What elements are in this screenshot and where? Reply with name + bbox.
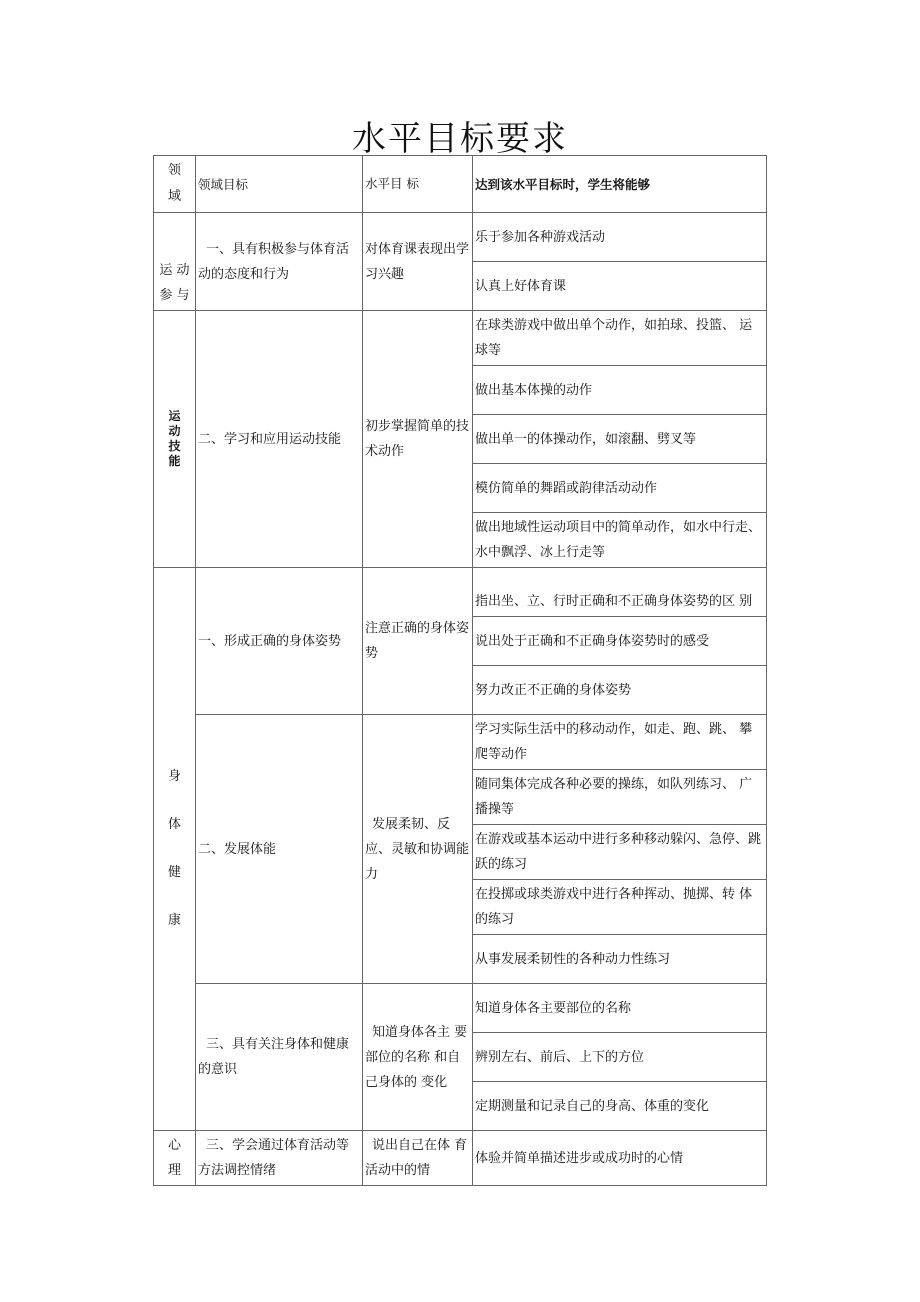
outcome-cell: 随同集体完成各种必要的操练，如队列练习、 广播操等 <box>473 770 767 825</box>
header-level: 水平目 标 <box>363 156 473 213</box>
outcome-cell: 模仿简单的舞蹈或韵律活动动作 <box>473 464 767 513</box>
level-cell: 知道身体各主 要部位的名称 和自己身体的 变化 <box>363 984 473 1131</box>
header-outcome: 达到该水平目标时，学生将能够 <box>473 156 767 213</box>
table-row <box>154 715 767 770</box>
header-goal: 领域目标 <box>196 156 363 213</box>
level-cell: 初步掌握简单的技术动作 <box>363 311 473 568</box>
outcome-cell: 在投掷或球类游戏中进行各种挥动、抛掷、转 体的练习 <box>473 880 767 935</box>
table-row <box>154 311 767 366</box>
domain-participation: 运 动 参 与 <box>154 213 196 311</box>
level-cell: 对体育课表现出学习兴趣 <box>363 213 473 311</box>
goal-cell: 一、具有积极参与体育活动的态度和行为 <box>196 213 363 311</box>
outcome-cell: 做出基本体操的动作 <box>473 366 767 415</box>
header-domain: 领 域 <box>154 156 196 213</box>
level-cell: 发展柔韧、反应、灵敏和协调能力 <box>363 715 473 984</box>
page-title: 水平目标要求 <box>352 118 568 159</box>
outcome-cell: 说出处于正确和不正确身体姿势时的感受 <box>473 617 767 666</box>
table-row <box>154 213 767 262</box>
outcome-cell: 学习实际生活中的移动动作，如走、跑、跳、 攀爬等动作 <box>473 715 767 770</box>
outcome-cell: 从事发展柔韧性的各种动力性练习 <box>473 935 767 984</box>
outcome-cell: 指出坐、立、行时正确和不正确身体姿势的区 别 <box>473 568 767 617</box>
level-cell: 说出自己在体 育活动中的情 <box>363 1131 473 1186</box>
outcome-cell: 体验并简单描述进步或成功时的心情 <box>473 1131 767 1186</box>
outcome-cell: 在游戏或基本运动中进行多种移动躲闪、急停、跳跃的练习 <box>473 825 767 880</box>
goal-cell: 三、学会通过体育活动等方法调控情绪 <box>196 1131 363 1186</box>
goals-table <box>153 155 767 1186</box>
goal-cell: 一、形成正确的身体姿势 <box>196 568 363 715</box>
outcome-cell: 在球类游戏中做出单个动作，如拍球、投篮、 运球等 <box>473 311 767 366</box>
outcome-cell: 辨别左右、前后、上下的方位 <box>473 1033 767 1082</box>
outcome-cell: 认真上好体育课 <box>473 262 767 311</box>
domain-mental: 心 理 <box>154 1131 196 1186</box>
table-row <box>154 568 767 617</box>
outcome-cell: 乐于参加各种游戏活动 <box>473 213 767 262</box>
table-row <box>154 1131 767 1186</box>
goal-cell: 三、具有关注身体和健康的意识 <box>196 984 363 1131</box>
outcome-cell: 知道身体各主要部位的名称 <box>473 984 767 1033</box>
goal-cell: 二、学习和应用运动技能 <box>196 311 363 568</box>
outcome-cell: 定期测量和记录自己的身高、体重的变化 <box>473 1082 767 1131</box>
outcome-cell: 做出单一的体操动作，如滚翻、劈叉等 <box>473 415 767 464</box>
table-header-row <box>154 156 767 213</box>
domain-health: 身 体 健 康 <box>154 568 196 1131</box>
table-row <box>154 984 767 1033</box>
level-cell: 注意正确的身体姿势 <box>363 568 473 715</box>
outcome-cell: 做出地域性运动项目中的简单动作，如水中行走、水中飘浮、冰上行走等 <box>473 513 767 568</box>
goal-cell: 二、发展体能 <box>196 715 363 984</box>
domain-skills: 运动技能 <box>154 311 196 568</box>
outcome-cell: 努力改正不正确的身体姿势 <box>473 666 767 715</box>
